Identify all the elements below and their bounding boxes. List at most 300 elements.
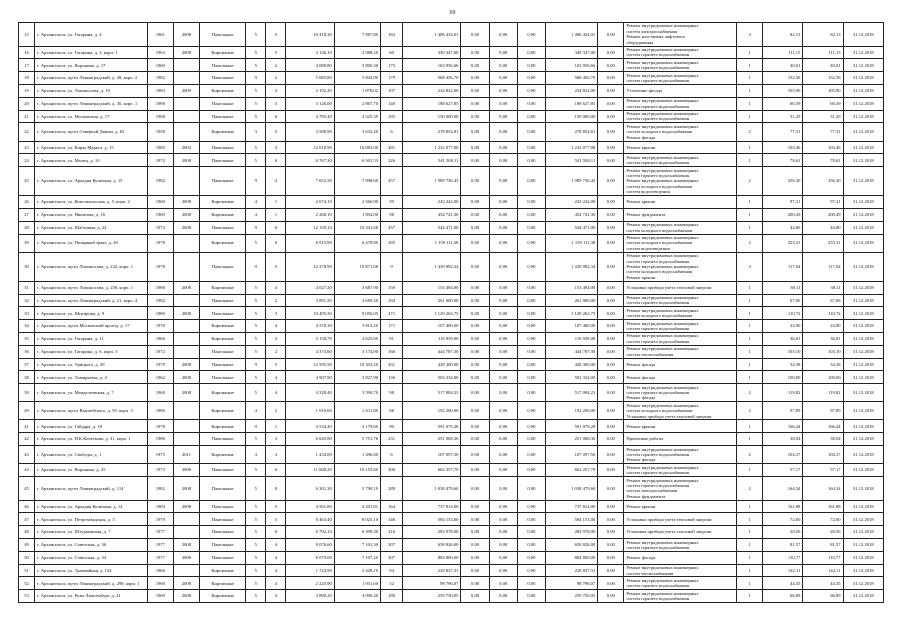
total-cost-cell: 1 486 434,01 (403, 23, 461, 47)
total-area-cell: 3 890,20 (286, 590, 334, 603)
deadline-cell: 31.12.2018 (843, 154, 883, 167)
table-row (19, 84, 884, 97)
total-area-cell: 12 595,50 (286, 358, 334, 371)
entrances-cell: 4 (266, 564, 286, 577)
max-unit-cost-cell: 34,38 (803, 358, 843, 371)
wall-material-cell: Кирпичные (200, 46, 246, 59)
deadline-cell: 31.12.2018 (843, 526, 883, 539)
local-budget-cell: 0,00 (517, 332, 545, 345)
table-row (19, 358, 884, 371)
fund-cell: 0,00 (461, 221, 489, 234)
floors-cell: 5 (246, 345, 266, 358)
total-cost-cell: 1 129 263,75 (403, 307, 461, 320)
build-year-cell: 1978 (147, 420, 173, 433)
owners-cost-cell: 884 800,00 (545, 551, 597, 564)
living-area-cell: 6 399,30 (334, 526, 380, 539)
entrances-cell: 4 (266, 281, 286, 294)
deadline-cell: 31.12.2018 (843, 234, 883, 252)
deadline-cell: 31.12.2018 (843, 72, 883, 85)
works-count-cell: 1 (737, 307, 763, 320)
deadline-cell: 31.12.2018 (843, 294, 883, 307)
table-row (19, 464, 884, 477)
region-budget-cell: 0,00 (489, 252, 517, 281)
commission-year-cell (173, 345, 199, 358)
wall-material-cell: Панельные (200, 358, 246, 371)
commission-year-cell: 2008 (173, 221, 199, 234)
entrances-cell: 3 (266, 332, 286, 345)
living-area-cell: 1 496,60 (334, 446, 380, 464)
total-cost-cell: 163 956,66 (403, 59, 461, 72)
residents-cell: 307 (381, 551, 403, 564)
wall-material-cell: Кирпичные (200, 402, 246, 420)
commission-year-cell: 2008 (173, 196, 199, 209)
deadline-cell: 31.12.2018 (843, 433, 883, 446)
table-row (19, 46, 884, 59)
address-cell: г. Архангельск, ул. Гагарина, д. 11 (35, 332, 148, 345)
other-cost-cell: 0,00 (598, 59, 624, 72)
unit-cost-cell: 103,46 (763, 141, 803, 154)
deadline-cell: 31.12.2018 (843, 123, 883, 141)
row-number-cell: 22 (19, 123, 35, 141)
floors-cell: 5 (246, 433, 266, 446)
floors-cell: 5 (246, 500, 266, 513)
region-budget-cell: 0,00 (489, 234, 517, 252)
row-number-cell: 34 (19, 320, 35, 333)
table-row (19, 526, 884, 539)
deadline-cell: 31.12.2018 (843, 46, 883, 59)
living-area-cell: 5 751,76 (334, 433, 380, 446)
fund-cell: 0,00 (461, 551, 489, 564)
row-number-cell: 32 (19, 294, 35, 307)
fund-cell: 0,00 (461, 590, 489, 603)
other-cost-cell: 0,00 (598, 464, 624, 477)
works-count-cell: 3 (737, 252, 763, 281)
total-area-cell: 2 268,10 (286, 208, 334, 221)
works-cell (624, 281, 737, 294)
row-number-cell: 17 (19, 59, 35, 72)
works-cell (624, 513, 737, 526)
work-item: Утепление фасада (626, 88, 663, 94)
total-cost-cell: 503 334,00 (403, 371, 461, 384)
page-number: 69 (449, 10, 456, 16)
address-cell: г. Архангельск, ул. Гагарина, д. 2, корп. 1 (35, 46, 148, 59)
region-budget-cell: 0,00 (489, 384, 517, 402)
wall-material-cell: Кирпичные (200, 420, 246, 433)
deadline-cell: 31.12.2018 (843, 590, 883, 603)
local-budget-cell: 0,00 (517, 167, 545, 196)
other-cost-cell: 0,00 (598, 154, 624, 167)
commission-year-cell: 2008 (173, 307, 199, 320)
max-unit-cost-cell: 103,10 (803, 345, 843, 358)
row-number-cell: 18 (19, 72, 35, 85)
fund-cell: 0,00 (461, 307, 489, 320)
local-budget-cell: 0,00 (517, 551, 545, 564)
max-unit-cost-cell: 38,11 (803, 281, 843, 294)
other-cost-cell: 0,00 (598, 551, 624, 564)
local-budget-cell: 0,00 (517, 141, 545, 154)
living-area-cell: 2 566,90 (334, 196, 380, 209)
table-row (19, 307, 884, 320)
floors-cell: 5 (246, 97, 266, 110)
deadline-cell: 31.12.2018 (843, 196, 883, 209)
total-cost-cell: 1 038 479,60 (403, 477, 461, 501)
entrances-cell: 4 (266, 167, 286, 196)
work-item: систем горячего водоснабжения (626, 160, 690, 166)
works-count-cell: 2 (737, 167, 763, 196)
max-unit-cost-cell: 97,21 (803, 196, 843, 209)
total-cost-cell: 188 627,85 (403, 97, 461, 110)
owners-cost-cell: 517 084,23 (545, 384, 597, 402)
build-year-cell: 1960 (147, 577, 173, 590)
living-area-cell: 7 107,20 (334, 551, 380, 564)
work-item: оборудования (626, 39, 654, 45)
max-unit-cost-cell: 166,44 (803, 420, 843, 433)
total-cost-cell: 1 430 992,34 (403, 252, 461, 281)
wall-material-cell: Панельные (200, 154, 246, 167)
entrances-cell: 4 (266, 551, 286, 564)
work-item: Ремонт фасада (626, 374, 656, 380)
total-area-cell: 4 027,20 (286, 281, 334, 294)
total-cost-cell: 234 822,00 (403, 84, 461, 97)
owners-cost-cell: 737 814,00 (545, 500, 597, 513)
region-budget-cell: 0,00 (489, 59, 517, 72)
table-row (19, 320, 884, 333)
other-cost-cell: 0,00 (598, 384, 624, 402)
floors-cell: 9 (246, 358, 266, 371)
work-item: Ремонт фундамента (626, 212, 666, 218)
build-year-cell: 1975 (147, 446, 173, 464)
local-budget-cell: 0,00 (517, 590, 545, 603)
local-budget-cell: 0,00 (517, 477, 545, 501)
entrances-cell: 6 (266, 110, 286, 123)
local-budget-cell: 0,00 (517, 234, 545, 252)
floors-cell: 5 (246, 59, 266, 72)
repair-program-table (18, 22, 884, 603)
region-budget-cell: 0,00 (489, 196, 517, 209)
row-number-cell: 36 (19, 345, 35, 358)
wall-material-cell: Панельные (200, 526, 246, 539)
works-count-cell: 1 (737, 345, 763, 358)
works-count-cell: 1 (737, 281, 763, 294)
max-unit-cost-cell: 100,00 (803, 371, 843, 384)
owners-cost-cell: 98 796,07 (545, 577, 597, 590)
max-unit-cost-cell: 103,46 (803, 141, 843, 154)
works-cell (624, 307, 737, 320)
total-cost-cell: 737 814,00 (403, 500, 461, 513)
total-cost-cell: 584 153,00 (403, 513, 461, 526)
address-cell: г. Архангельск, ул. Советская, д. 34 (35, 551, 148, 564)
work-item: систем электроснабжения (626, 488, 678, 494)
residents-cell: 166 (381, 345, 403, 358)
residents-cell: 171 (381, 320, 403, 333)
wall-material-cell: Панельные (200, 221, 246, 234)
wall-material-cell: Кирпичные (200, 577, 246, 590)
address-cell: г. Архангельск, ул. Воронина, д. 17 (35, 59, 148, 72)
residents-cell: 216 (381, 526, 403, 539)
deadline-cell: 31.12.2018 (843, 345, 883, 358)
works-cell (624, 332, 737, 345)
deadline-cell: 31.12.2018 (843, 539, 883, 552)
deadline-cell: 31.12.2018 (843, 167, 883, 196)
works-cell (624, 551, 737, 564)
work-item: Ремонт внутридомовых инженерных (626, 307, 699, 313)
wall-material-cell: Панельные (200, 307, 246, 320)
address-cell: г. Архангельск, ул. Комсомольская, д. 5, корп. 2 (35, 196, 148, 209)
residents-cell: 481 (381, 141, 403, 154)
region-budget-cell: 0,00 (489, 564, 517, 577)
fund-cell: 0,00 (461, 72, 489, 85)
work-item: систем холодного водоснабжения (626, 408, 693, 414)
deadline-cell: 31.12.2018 (843, 500, 883, 513)
row-number-cell: 45 (19, 477, 35, 501)
living-area-cell: 3 827,90 (334, 371, 380, 384)
floors-cell: 5 (246, 384, 266, 402)
total-cost-cell: 243 242,00 (403, 196, 461, 209)
works-cell (624, 154, 737, 167)
works-count-cell: 2 (737, 402, 763, 420)
works-count-cell: 1 (737, 513, 763, 526)
address-cell: г. Архангельск, ул. Свободы, д. 1 (35, 446, 148, 464)
build-year-cell: 1979 (147, 513, 173, 526)
works-count-cell: 2 (737, 384, 763, 402)
local-budget-cell: 0,00 (517, 371, 545, 384)
fund-cell: 0,00 (461, 513, 489, 526)
residents-cell: 457 (381, 221, 403, 234)
total-area-cell: 12 278,90 (286, 252, 334, 281)
commission-year-cell: 2008 (173, 577, 199, 590)
floors-cell: 9 (246, 420, 266, 433)
max-unit-cost-cell: 253,31 (803, 234, 843, 252)
commission-year-cell: 2008 (173, 358, 199, 371)
wall-material-cell: Кирпичные (200, 234, 246, 252)
works-cell (624, 446, 737, 464)
row-number-cell: 46 (19, 500, 35, 513)
unit-cost-cell: 117,04 (763, 252, 803, 281)
owners-cost-cell: 251 068,36 (545, 433, 597, 446)
entrances-cell: 2 (266, 345, 286, 358)
work-item: систем горячего водоснабжения (626, 103, 690, 109)
total-cost-cell: 658 826,00 (403, 539, 461, 552)
region-budget-cell: 0,00 (489, 446, 517, 464)
address-cell: г. Архангельск, пр-кт Московский проезд, д. 17 (35, 320, 148, 333)
fund-cell: 0,00 (461, 23, 489, 47)
row-number-cell: 50 (19, 551, 35, 564)
local-budget-cell: 0,00 (517, 59, 545, 72)
works-count-cell: 2 (737, 446, 763, 464)
living-area-cell: 3 813,20 (334, 320, 380, 333)
works-cell (624, 371, 737, 384)
works-cell (624, 464, 737, 477)
owners-cost-cell: 107 400,00 (545, 320, 597, 333)
floors-cell: 9 (246, 72, 266, 85)
residents-cell: 289 (381, 477, 403, 501)
row-number-cell: 53 (19, 590, 35, 603)
work-item: систем холодного водоснабжения (626, 269, 693, 275)
work-item: систем горячего водоснабжения (626, 116, 690, 122)
wall-material-cell: Кирпичные (200, 208, 246, 221)
row-number-cell: 27 (19, 208, 35, 221)
max-unit-cost-cell: 67,06 (803, 294, 843, 307)
residents-cell: 94 (381, 564, 403, 577)
works-count-cell: 1 (737, 577, 763, 590)
region-budget-cell: 0,00 (489, 46, 517, 59)
deadline-cell: 31.12.2018 (843, 320, 883, 333)
residents-cell: 180 (381, 590, 403, 603)
fund-cell: 0,00 (461, 59, 489, 72)
work-item: Ремонт крыши (626, 199, 656, 205)
max-unit-cost-cell: 256,30 (803, 167, 843, 196)
local-budget-cell: 0,00 (517, 46, 545, 59)
build-year-cell: 1969 (147, 208, 173, 221)
owners-cost-cell: 229 837,31 (545, 564, 597, 577)
row-number-cell: 28 (19, 221, 35, 234)
total-cost-cell: 192 200,00 (403, 402, 461, 420)
deadline-cell: 31.12.2018 (843, 332, 883, 345)
works-count-cell: 1 (737, 84, 763, 97)
works-cell (624, 590, 737, 603)
build-year-cell: 1970 (147, 320, 173, 333)
fund-cell: 0,00 (461, 358, 489, 371)
other-cost-cell: 0,00 (598, 539, 624, 552)
entrances-cell: 1 (266, 420, 286, 433)
address-cell: г. Архангельск, ул. Шабалина, д. 22 (35, 221, 148, 234)
address-cell: г. Архангельск, ул. Тимирязева, д. 4 (35, 371, 148, 384)
total-cost-cell: 544 471,00 (403, 221, 461, 234)
local-budget-cell: 0,00 (517, 252, 545, 281)
table-row (19, 446, 884, 464)
living-area-cell: 6 501,53 (334, 154, 380, 167)
address-cell: г. Архангельск, ул. Н.К.Кочеткова, д. 31, корп. 1 (35, 433, 148, 446)
wall-material-cell: Панельные (200, 72, 246, 85)
residents-cell: 52 (381, 577, 403, 590)
works-count-cell: 2 (737, 123, 763, 141)
work-item: Ремонт крыши (626, 503, 656, 509)
commission-year-cell: 2008 (173, 46, 199, 59)
wall-material-cell: Панельные (200, 23, 246, 47)
works-count-cell: 1 (737, 320, 763, 333)
other-cost-cell: 0,00 (598, 252, 624, 281)
unit-cost-cell: 97,21 (763, 196, 803, 209)
total-area-cell: 4 785,40 (286, 110, 334, 123)
row-number-cell: 51 (19, 564, 35, 577)
entrances-cell: 6 (266, 234, 286, 252)
works-cell (624, 577, 737, 590)
total-area-cell: 6 301,30 (286, 477, 334, 501)
entrances-cell: 1 (266, 196, 286, 209)
region-budget-cell: 0,00 (489, 110, 517, 123)
row-number-cell: 44 (19, 464, 35, 477)
total-area-cell: 2 192,20 (286, 84, 334, 97)
max-unit-cost-cell: 161,88 (803, 500, 843, 513)
living-area-cell: 4 201,81 (334, 500, 380, 513)
table-row (19, 234, 884, 252)
floors-cell: 5 (246, 513, 266, 526)
floors-cell: 5 (246, 464, 266, 477)
repair-program-table-container (18, 22, 884, 603)
fund-cell: 0,00 (461, 577, 489, 590)
deadline-cell: 31.12.2018 (843, 23, 883, 47)
residents-cell: 68 (381, 402, 403, 420)
commission-year-cell (173, 320, 199, 333)
address-cell: г. Архангельск, ул. Розы Люксембург, д. 21 (35, 590, 148, 603)
build-year-cell: 1972 (147, 154, 173, 167)
local-budget-cell: 0,00 (517, 84, 545, 97)
work-item: Ремонт фасада (626, 457, 656, 463)
fund-cell: 0,00 (461, 402, 489, 420)
living-area-cell: 8 025,10 (334, 513, 380, 526)
max-unit-cost-cell: 72,60 (803, 513, 843, 526)
commission-year-cell (173, 97, 199, 110)
local-budget-cell: 0,00 (517, 97, 545, 110)
owners-cost-cell: 234 822,00 (545, 84, 597, 97)
table-row (19, 513, 884, 526)
works-cell (624, 384, 737, 402)
works-count-cell: 1 (737, 110, 763, 123)
living-area-cell: 7 887,80 (334, 23, 380, 47)
region-budget-cell: 0,00 (489, 590, 517, 603)
works-count-cell: 2 (737, 234, 763, 252)
total-cost-cell: 1 989 736,43 (403, 167, 461, 196)
works-cell (624, 433, 737, 446)
build-year-cell: 1960 (147, 196, 173, 209)
local-budget-cell: 0,00 (517, 446, 545, 464)
wall-material-cell: Кирпичные (200, 446, 246, 464)
living-area-cell: 6 478,80 (334, 234, 380, 252)
work-item: систем горячего водоснабжения (626, 470, 690, 476)
region-budget-cell: 0,00 (489, 123, 517, 141)
other-cost-cell: 0,00 (598, 446, 624, 464)
address-cell: г. Архангельск, пр-кт Ломоносова, д. 258, корп. 1 (35, 281, 148, 294)
residents-cell: 185 (381, 110, 403, 123)
region-budget-cell: 0,00 (489, 539, 517, 552)
owners-cost-cell: 107 097,50 (545, 446, 597, 464)
commission-year-cell (173, 234, 199, 252)
unit-cost-cell: 77,31 (763, 123, 803, 141)
commission-year-cell (173, 402, 199, 420)
local-budget-cell: 0,00 (517, 196, 545, 209)
owners-cost-cell: 444 787,30 (545, 345, 597, 358)
row-number-cell: 31 (19, 281, 35, 294)
commission-year-cell: 2008 (173, 500, 199, 513)
local-budget-cell: 0,00 (517, 358, 545, 371)
entrances-cell: 5 (266, 23, 286, 47)
work-item: Ремонт внутридомовых инженерных (626, 47, 699, 53)
commission-year-cell: 2008 (173, 551, 199, 564)
work-item: систем холодного водоснабжения (626, 129, 693, 135)
residents-cell: 431 (381, 358, 403, 371)
fund-cell: 0,00 (461, 208, 489, 221)
work-item: систем теплоснабжения (626, 351, 674, 357)
fund-cell: 0,00 (461, 97, 489, 110)
floors-cell: 5 (246, 281, 266, 294)
floors-cell: 5 (246, 294, 266, 307)
build-year-cell: 1963 (147, 46, 173, 59)
build-year-cell: 1982 (147, 477, 173, 501)
commission-year-cell: 2008 (173, 23, 199, 47)
living-area-cell: 1 611,80 (334, 402, 380, 420)
works-cell (624, 345, 737, 358)
address-cell: г. Архангельск, пр-кт Выучейского, д. 59, корп. 3 (35, 402, 148, 420)
living-area-cell: 10 341,68 (334, 221, 380, 234)
residents-cell: 307 (381, 539, 403, 552)
residents-cell: 6 (381, 123, 403, 141)
other-cost-cell: 0,00 (598, 141, 624, 154)
table-row (19, 332, 884, 345)
total-area-cell: 5 685,80 (286, 72, 334, 85)
address-cell: г. Архангельск, пр-кт Ленинградский, д. 28, корп. 2 (35, 72, 148, 85)
work-item: систем электроснабжения (626, 28, 678, 34)
work-item: Ремонт фасада (626, 134, 656, 140)
